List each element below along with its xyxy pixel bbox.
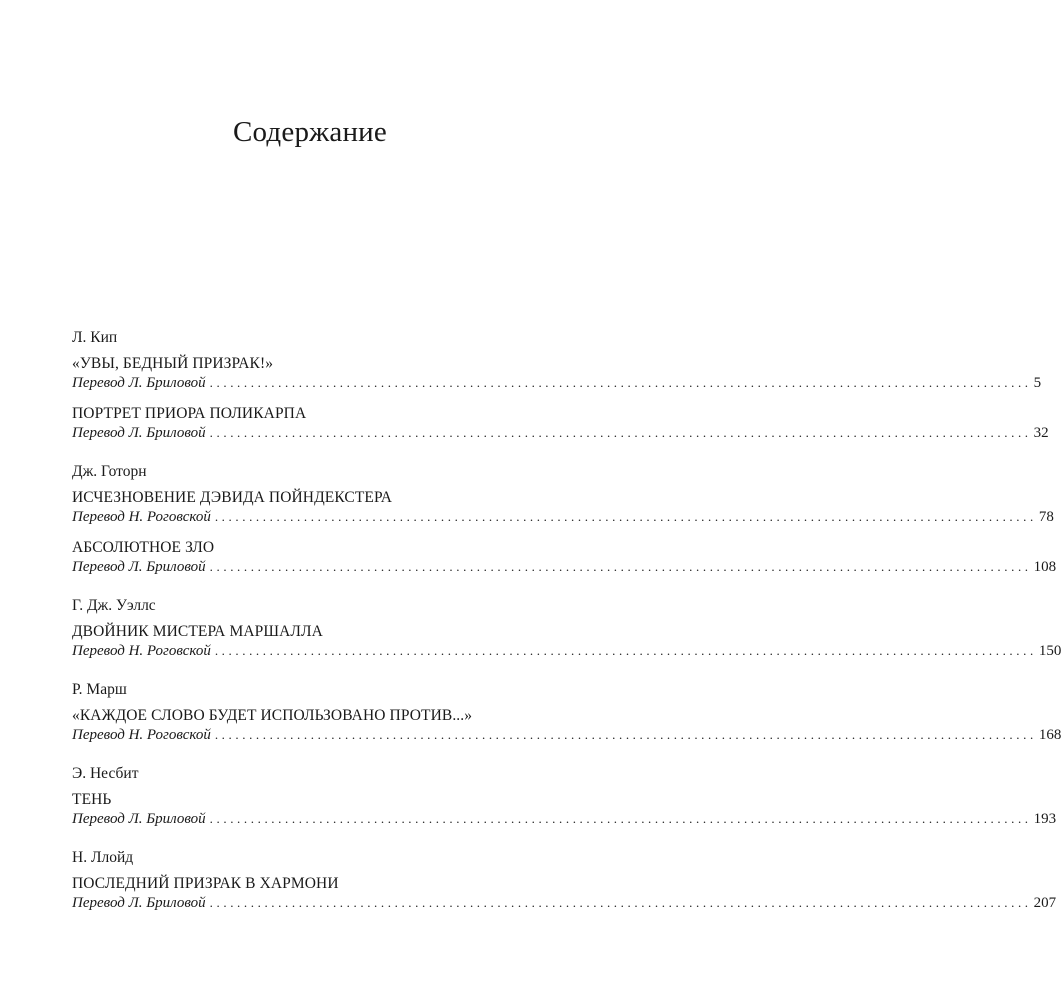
- toc-author-group: [72, 848, 1057, 913]
- translator-line: Перевод Л. Бриловой ........................................................................................................................ 108: [72, 559, 1057, 575]
- author-name: Э. Несбит: [72, 765, 139, 782]
- dot-leader: ........................................................................................................................: [209, 811, 1032, 826]
- translator-credit: Перевод Л. Бриловой: [72, 895, 206, 911]
- toc-author-group: [72, 680, 1061, 745]
- author-name: Р. Марш: [72, 681, 127, 698]
- translator-credit: Перевод Н. Роговской: [72, 509, 211, 525]
- translator-line: Перевод Н. Роговской ........................................................................................................................ 78: [72, 509, 1054, 525]
- toc-entry[interactable]: [72, 404, 1049, 443]
- story-title: ПОСЛЕДНИЙ ПРИЗРАК В ХАРМОНИ: [72, 875, 339, 892]
- toc-entry[interactable]: [72, 790, 1057, 829]
- toc-author-group: [72, 596, 1061, 661]
- translator-line: Перевод Л. Бриловой ........................................................................................................................ 207: [72, 895, 1057, 911]
- translator-credit: Перевод Л. Бриловой: [72, 811, 206, 827]
- translator-credit: Перевод Л. Бриловой: [72, 425, 206, 441]
- dot-leader: ........................................................................................................................: [209, 895, 1032, 910]
- story-title: ИСЧЕЗНОВЕНИЕ ДЭВИДА ПОЙНДЕКСТЕРА: [72, 489, 393, 506]
- story-title: ДВОЙНИК МИСТЕРА МАРШАЛЛА: [72, 623, 323, 640]
- dot-leader: ........................................................................................................................: [209, 425, 1032, 440]
- translator-line: Перевод Н. Роговской ........................................................................................................................ 168: [72, 727, 1061, 743]
- toc-author-group: [72, 462, 1057, 577]
- translator-line: Перевод Н. Роговской ........................................................................................................................ 150: [72, 643, 1061, 659]
- story-title: АБСОЛЮТНОЕ ЗЛО: [72, 539, 215, 556]
- author-name: Г. Дж. Уэллс: [72, 597, 156, 614]
- story-title: ТЕНЬ: [72, 791, 112, 808]
- translator-credit: Перевод Л. Бриловой: [72, 559, 206, 575]
- dot-leader: ........................................................................................................................: [209, 375, 1032, 390]
- toc-entry[interactable]: [72, 874, 1057, 913]
- toc-entry[interactable]: [72, 354, 1042, 393]
- translator-credit: Перевод Н. Роговской: [72, 643, 211, 659]
- translator-credit: Перевод Н. Роговской: [72, 727, 211, 743]
- translator-line: Перевод Л. Бриловой ........................................................................................................................ 5: [72, 375, 1042, 391]
- dot-leader: ........................................................................................................................: [209, 559, 1032, 574]
- dot-leader: ........................................................................................................................: [214, 727, 1037, 742]
- author-name: Л. Кип: [72, 329, 118, 346]
- author-name: Н. Ллойд: [72, 849, 134, 866]
- table-of-contents: [72, 328, 1061, 932]
- toc-entry[interactable]: [72, 538, 1057, 577]
- translator-credit: Перевод Л. Бриловой: [72, 375, 206, 391]
- toc-author-group: [72, 764, 1057, 829]
- author-name: Дж. Готорн: [72, 463, 147, 480]
- story-title: «УВЫ, БЕДНЫЙ ПРИЗРАК!»: [72, 355, 274, 372]
- dot-leader: ........................................................................................................................: [214, 509, 1037, 524]
- toc-entry[interactable]: [72, 622, 1061, 661]
- page-title: Содержание: [233, 116, 387, 148]
- dot-leader: ........................................................................................................................: [214, 643, 1037, 658]
- toc-entry[interactable]: [72, 488, 1054, 527]
- translator-line: Перевод Л. Бриловой ........................................................................................................................ 32: [72, 425, 1049, 441]
- toc-author-group: [72, 328, 1049, 443]
- translator-line: Перевод Л. Бриловой ........................................................................................................................ 193: [72, 811, 1057, 827]
- story-title: «КАЖДОЕ СЛОВО БУДЕТ ИСПОЛЬЗОВАНО ПРОТИВ...»: [72, 707, 473, 724]
- story-title: ПОРТРЕТ ПРИОРА ПОЛИКАРПА: [72, 405, 307, 422]
- toc-entry[interactable]: [72, 706, 1061, 745]
